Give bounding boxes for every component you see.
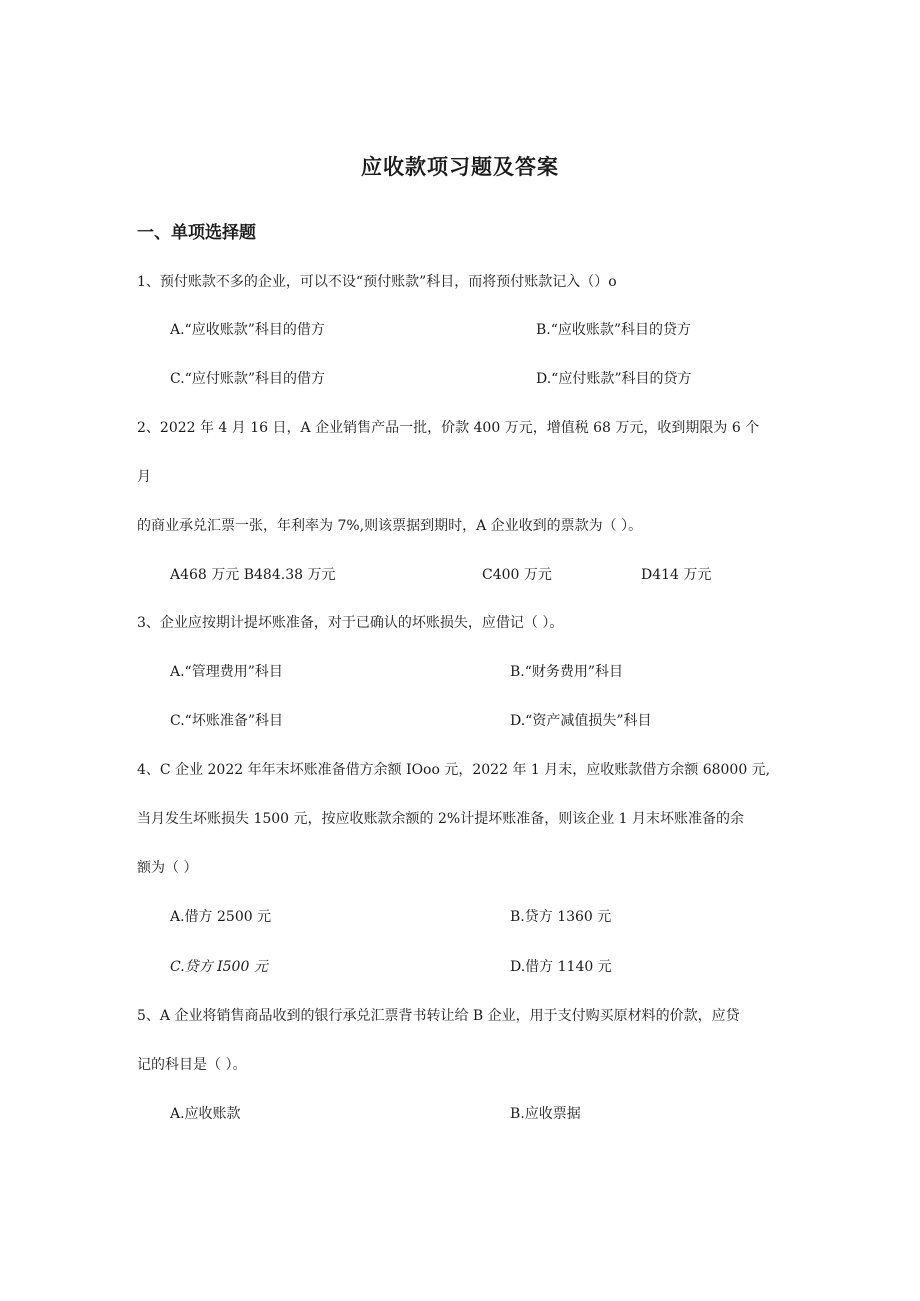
- question-4-option-d: D.借方 1140 元: [510, 959, 612, 975]
- question-5-option-a: A.应收账款: [170, 1106, 241, 1122]
- question-5-option-b: B.应收票据: [510, 1106, 581, 1122]
- question-2-option-c: C400 万元: [482, 567, 552, 583]
- question-2-stem-line-1: 2、2022 年 4 月 16 日，A 企业销售产品一批，价款 400 万元，增值税 68 万元，收到期限为 6 个: [137, 420, 760, 436]
- question-4-option-b: B.贷方 1360 元: [510, 909, 612, 925]
- question-2-stem-line-3: 的商业承兑汇票一张，年利率为 7%,则该票据到期时，A 企业收到的票款为（ ）。: [137, 518, 643, 534]
- question-4-stem-line-1: 4、C 企业 2022 年年末坏账准备借方余额 IOoo 元，2022 年 1 月末，应收账款借方余额 68000 元,: [137, 762, 771, 778]
- question-1-option-c: C.“应付账款”科目的借方: [170, 371, 325, 387]
- question-3-option-c: C.“坏账准备”科目: [170, 713, 283, 729]
- question-3-option-b: B.“财务费用”科目: [510, 664, 624, 680]
- question-2-stem-line-2: 月: [137, 469, 151, 485]
- question-4-stem-line-2: 当月发生坏账损失 1500 元，按应收账款余额的 2%计提坏账准备，则该企业 1 月末坏账准备的余: [137, 811, 744, 827]
- question-1-option-a: A.“应收账款”科目的借方: [170, 322, 325, 338]
- question-3-stem: 3、企业应按期计提坏账准备，对于已确认的坏账损失，应借记（ ）。: [137, 615, 564, 631]
- question-5-stem-line-1: 5、A 企业将销售商品收到的银行承兑汇票背书转让给 B 企业，用于支付购买原材料的价款，应贷: [137, 1008, 740, 1024]
- document-title: 应收款项习题及答案: [361, 155, 559, 179]
- question-2-option-d: D414 万元: [641, 567, 712, 583]
- question-4-option-a: A.借方 2500 元: [170, 909, 272, 925]
- question-4-option-c: C.贷方 I500 元: [170, 959, 268, 975]
- question-5-stem-line-2: 记的科目是（ ）。: [137, 1057, 247, 1073]
- section-heading: 一、单项选择题: [137, 223, 256, 243]
- question-1-option-d: D.“应付账款”科目的贷方: [536, 371, 692, 387]
- question-1-option-b: B.“应收账款”科目的贷方: [536, 322, 692, 338]
- question-3-option-d: D.“资产减值损失”科目: [510, 713, 652, 729]
- question-2-option-ab: A468 万元 B484.38 万元: [170, 567, 336, 583]
- question-4-stem-line-3: 额为（ ）: [137, 860, 198, 876]
- question-1-stem: 1、预付账款不多的企业，可以不设“预付账款”科目，而将预付账款记入（）o: [137, 274, 617, 290]
- question-3-option-a: A.“管理费用”科目: [170, 664, 283, 680]
